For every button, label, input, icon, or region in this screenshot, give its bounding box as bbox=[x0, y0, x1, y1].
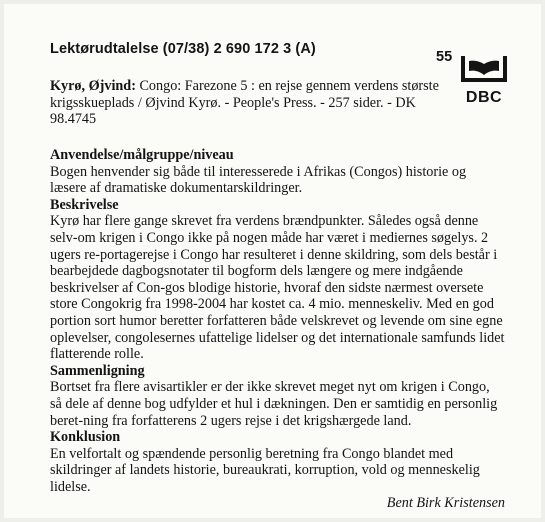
bibliographic-entry bbox=[50, 78, 445, 128]
section-text-conclusion: En velfortalt og spændende personlig beretning fra Congo blandet med skildringer af landets historie, bureaukrati, korruption, vold og menneskelig lidelse. bbox=[50, 445, 480, 495]
author-name: Kyrø, Øjvind: bbox=[50, 78, 136, 94]
section-text-description: Kyrø har flere gange skrevet fra verdens brændpunkter. Således også denne selv-om krigen i Congo ikke på nogen måde har været i mediernes søgelys. 2 ugers re-portagerejse i Congo har resulteret i denne skildring, som dels består i bearbejdede dagbogsnotater til bogform dels længere og mere indgående beskrivelser af Con-gos blodige historie, hvoraf den sidste nærmest oversete store Congokrig fra 1998-2004 har kostet ca. 4 mio. menneskeliv. Med en god portion sort humor beretter forfatteren både velskrevet og levende om sine egne oplevelser, congolesernes ufattelige lidelser og det internationale samfunds lidet flatterende rolle. bbox=[50, 213, 505, 363]
section-heading-usage: Anvendelse/målgruppe/niveau bbox=[50, 147, 234, 163]
review-body bbox=[50, 147, 505, 512]
bibliographic-details: Congo: Farezone 5 : en rejse gennem verdens største krigsskueplads / Øjvind Kyrø. - People's Press. - 257 sider. - DK 98.4745 bbox=[50, 78, 439, 127]
dbc-logo bbox=[460, 50, 508, 108]
section-heading-comparison: Sammenligning bbox=[50, 362, 145, 379]
reviewer-signature: Bent Birk Kristensen bbox=[386, 495, 505, 512]
page-number: 55 bbox=[436, 49, 453, 65]
section-text-comparison: Bortset fra flere avisartikler er der ikke skrevet meget nyt om krigen i Congo, så dele af denne bog udfylder et hul i dækningen. Den er samtidig en personlig beret-ning fra forfatterens 2 ugers rejse i det krigshærgede land. bbox=[50, 379, 498, 429]
review-title: Lektørudtalelse (07/38) 2 690 172 3 (A) bbox=[50, 41, 316, 57]
section-heading-description: Beskrivelse bbox=[50, 196, 119, 213]
dbc-logo-text: DBC bbox=[465, 89, 503, 106]
section-heading-conclusion: Konklusion bbox=[50, 429, 121, 446]
open-book-icon bbox=[460, 50, 508, 88]
section-text-usage: Bogen henvender sig både til interesserede i Afrikas (Congos) historie og læsere af dramatiske dokumentarskildringer. bbox=[50, 163, 467, 197]
